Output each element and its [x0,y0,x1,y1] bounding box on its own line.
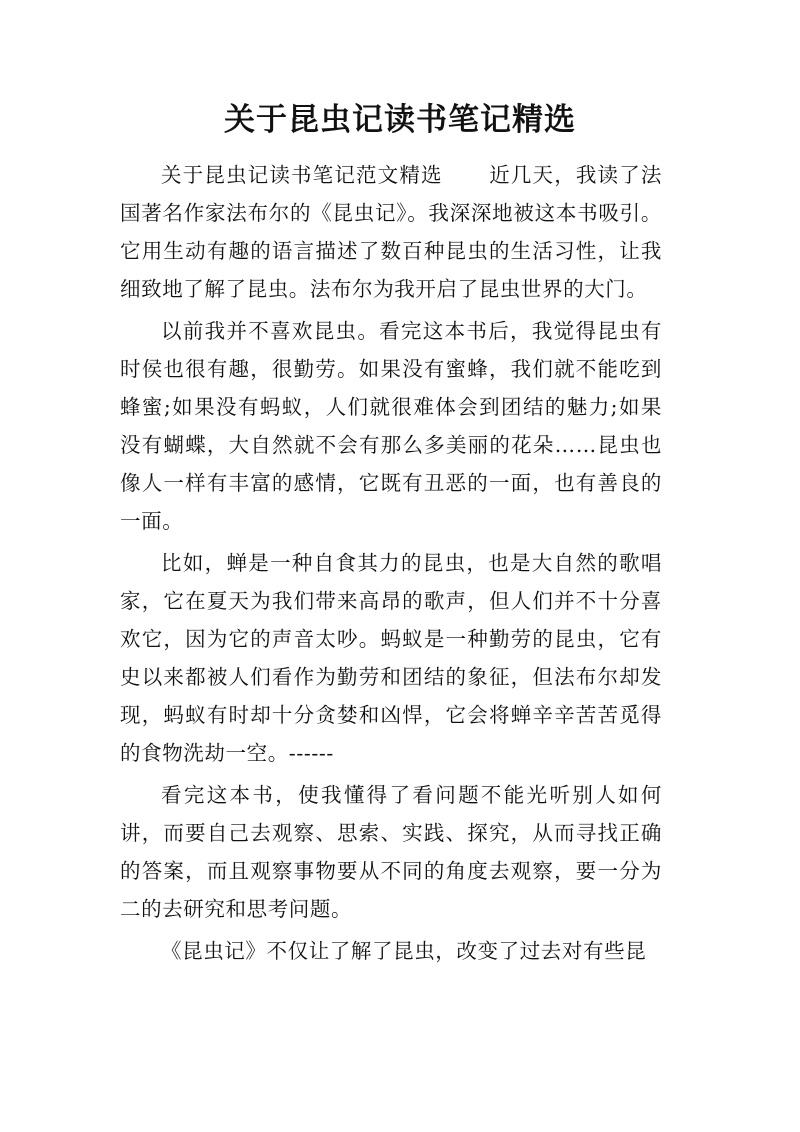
paragraph-1 [120,156,662,308]
paragraph-3: 比如，蝉是一种自食其力的昆虫，也是大自然的歌唱家，它在夏天为我们带来高昂的歌声，但人们并不十分喜欢它，因为它的声音太吵。蚂蚁是一种勤劳的昆虫，它有史以来都被人们看作为勤劳和团结的象征，但法布尔却发现，蚂蚁有时却十分贪婪和凶悍，它会将蝉辛辛苦苦觅得的食物洗劫一空。------ [120,551,662,765]
paragraph-1-lead: 关于昆虫记读书笔记范文精选 [161,163,443,187]
document-body [120,156,662,970]
paragraph-2: 以前我并不喜欢昆虫。看完这本书后，我觉得昆虫有时侯也很有趣，很勤劳。如果没有蜜蜂，我们就不能吃到蜂蜜;如果没有蚂蚁，人们就很难体会到团结的魅力;如果没有蝴蝶，大自然就不会有那么多美丽的花朵……昆虫也像人一样有丰富的感情，它既有丑恶的一面，也有善良的一面。 [120,319,662,533]
paragraph-5: 《昆虫记》不仅让了解了昆虫，改变了过去对有些昆 [161,939,647,963]
paragraph-4: 看完这本书，使我懂得了看问题不能光听别人如何讲，而要自己去观察、思索、实践、探究，从而寻找正确的答案，而且观察事物要从不同的角度去观察，要一分为二的去研究和思考问题。 [120,783,662,921]
document-title: 关于昆虫记读书笔记精选 [224,102,576,138]
paragraph-1-text: 近几天，我读了法国著名作家法布尔的《昆虫记》。我深深地被这本书吸引。它用生动有趣的语言描述了数百种昆虫的生活习性，让我细致地了解了昆虫。法布尔为我开启了昆虫世界的大门。 [120,163,662,301]
